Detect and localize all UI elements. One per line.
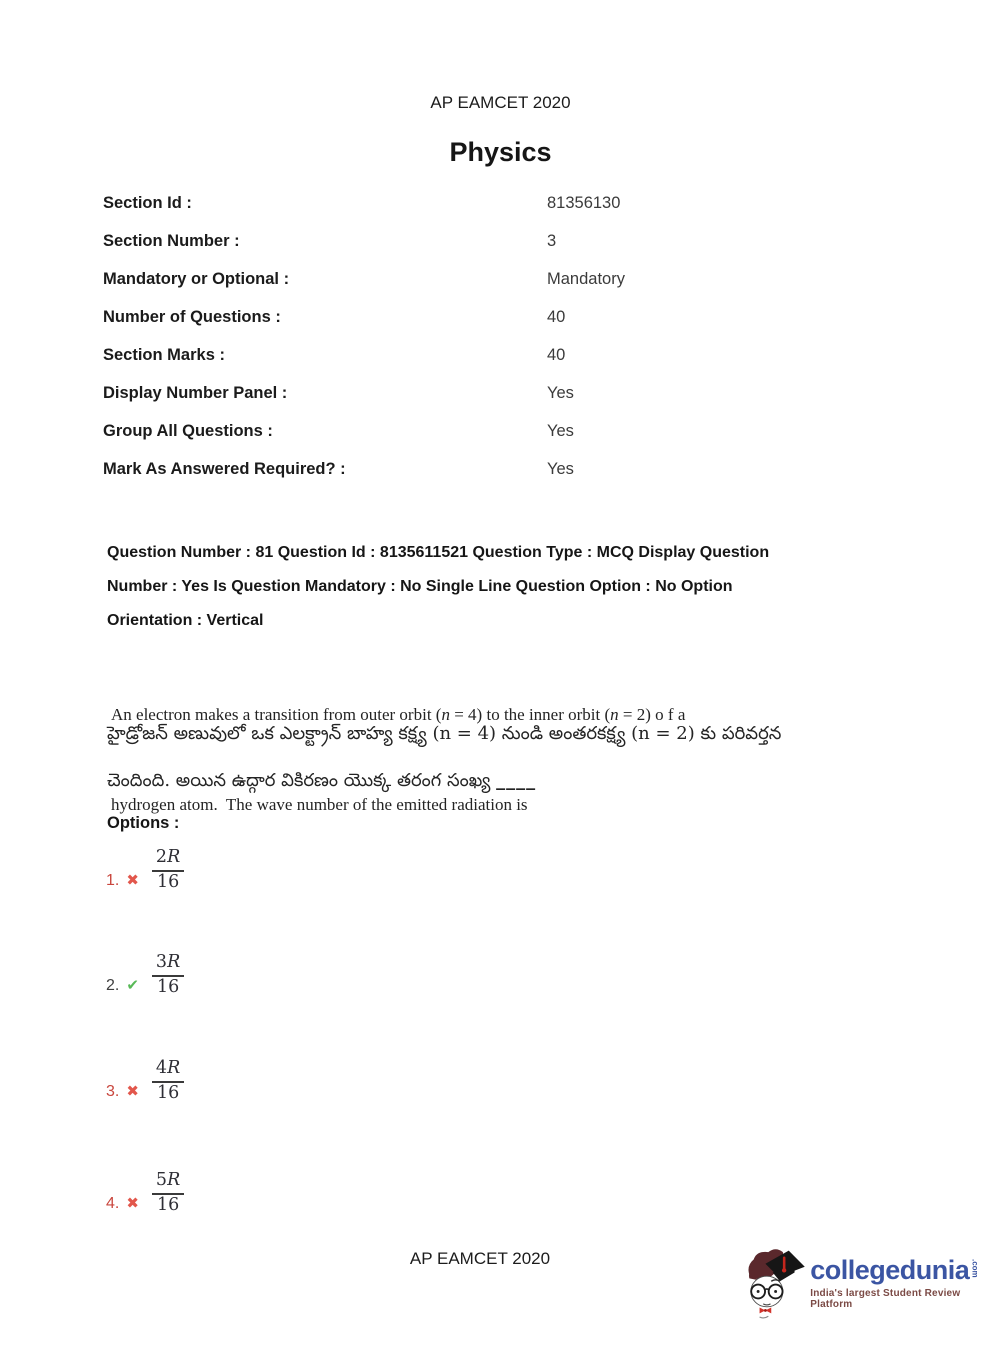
question-telugu-line1: హైడ్రోజన్ అణువులో ఒక ఎలక్ట్రాన్ బాహ్య కక్ష్య (n = 4) నుండి అంతరకక్ష్య (n = 2) కు పరివర్తన: [107, 723, 782, 744]
subject-title: Physics: [449, 137, 552, 167]
fraction-denominator: 16: [156, 1083, 180, 1103]
question-meta-line: Number : Yes Is Question Mandatory : No Single Line Question Option : No Option: [107, 578, 733, 595]
option-fraction: [152, 1057, 184, 1104]
question-text-telugu: [107, 710, 787, 804]
section-info-row: [103, 384, 823, 422]
option-fraction: [152, 1169, 184, 1216]
info-value: Yes: [547, 422, 574, 440]
option-3: [106, 1057, 184, 1104]
info-label: Mark As Answered Required? :: [103, 460, 346, 478]
info-value: Yes: [547, 384, 574, 402]
logo-text-block: [810, 1257, 997, 1310]
section-info-row: [103, 232, 823, 270]
logo-tld: .com: [970, 1259, 980, 1278]
option-number: 2.: [106, 977, 120, 994]
question-english-line2: hydrogen atom. The wave number of the emitted radiation is: [111, 795, 528, 814]
option-number: 4.: [106, 1195, 120, 1212]
section-info-row: [103, 194, 823, 232]
info-value: 40: [547, 308, 566, 326]
question-english-line1: An electron makes a transition from outer orbit (n = 4) to the inner orbit (n = 2) o f a: [111, 705, 686, 724]
question-meta-line: Question Number : 81 Question Id : 8135611521 Question Type : MCQ Display Question: [107, 544, 770, 561]
info-value: 81356130: [547, 194, 621, 212]
answer-blank: ____: [496, 770, 537, 791]
info-label: Section Marks :: [103, 346, 225, 364]
section-info-row: [103, 460, 823, 498]
incorrect-cross-icon: ✖: [126, 872, 139, 889]
fraction-numerator: 4R: [152, 1058, 184, 1083]
section-info-row: [103, 422, 823, 460]
fraction-denominator: 16: [156, 872, 180, 892]
fraction-numerator: 2R: [152, 847, 184, 872]
option-4: [106, 1169, 184, 1216]
collegedunia-logo: [745, 1243, 997, 1321]
question-meta-line: Orientation : Vertical: [107, 612, 264, 629]
info-value: Mandatory: [547, 270, 625, 288]
section-info-row: [103, 346, 823, 384]
incorrect-cross-icon: ✖: [126, 1083, 139, 1100]
correct-check-icon: ✔: [126, 977, 139, 994]
page-header-title: AP EAMCET 2020: [430, 93, 571, 112]
page-footer-title: AP EAMCET 2020: [409, 1249, 551, 1268]
collegedunia-mascot-icon: [745, 1243, 806, 1321]
fraction-denominator: 16: [156, 977, 180, 997]
info-label: Group All Questions :: [103, 422, 273, 440]
fraction-numerator: 3R: [152, 952, 184, 977]
math-variable: n: [610, 705, 619, 724]
option-fraction: [152, 846, 184, 893]
info-label: Display Number Panel :: [103, 384, 288, 402]
option-1: [106, 846, 184, 893]
logo-wordmark: collegedunia: [810, 1255, 970, 1285]
question-telugu-line2: చెందింది. అయిన ఉద్గార వికిరణం యొక్క తరంగ సంఖ్య ____: [107, 770, 537, 791]
section-info-row: [103, 308, 823, 346]
info-label: Number of Questions :: [103, 308, 281, 326]
incorrect-cross-icon: ✖: [126, 1195, 139, 1212]
section-info-table: [103, 194, 823, 498]
option-2: [106, 951, 184, 998]
info-label: Section Id :: [103, 194, 192, 212]
logo-tagline: India's largest Student Review Platform: [810, 1288, 961, 1310]
option-number: 3.: [106, 1083, 120, 1100]
option-fraction: [152, 951, 184, 998]
info-label: Section Number :: [103, 232, 240, 250]
info-value: 40: [547, 346, 566, 364]
section-info-row: [103, 270, 823, 308]
question-meta: [107, 536, 887, 638]
options-label: Options :: [107, 814, 180, 832]
option-number: 1.: [106, 872, 120, 889]
fraction-numerator: 5R: [152, 1170, 184, 1195]
fraction-denominator: 16: [156, 1195, 180, 1215]
math-variable: n: [441, 705, 450, 724]
info-label: Mandatory or Optional :: [103, 270, 290, 288]
info-value: Yes: [547, 460, 574, 478]
info-value: 3: [547, 232, 557, 250]
